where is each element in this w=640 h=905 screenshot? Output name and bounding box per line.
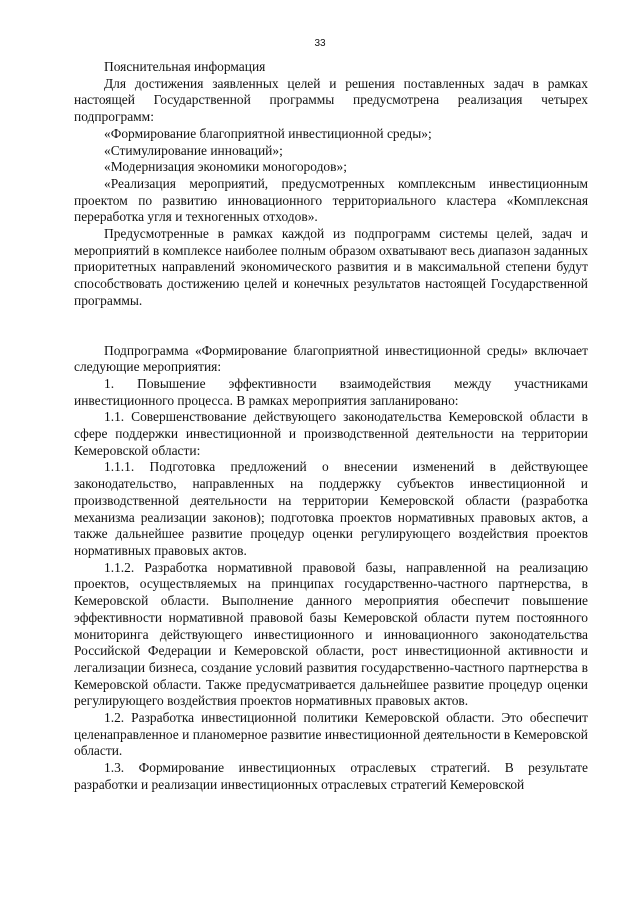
subprogram-list-item: «Модернизация экономики моногородов»;: [104, 159, 347, 175]
subprogram-list-item: «Стимулирование инноваций»;: [104, 142, 283, 158]
subprogram-list-item: «Формирование благоприятной инвестиционной среды»;: [104, 125, 432, 141]
paragraph: Предусмотренные в рамках каждой из подпрограмм системы целей, задач и мероприятий в комплексе наиболее полным образом охватывают весь диапазон заданных приоритетных направлений экономического развития и в максимальной степени будут способствовать достижению целей и конечных результатов настоящей Государственной программы.: [74, 226, 588, 308]
paragraph: Подпрограмма «Формирование благоприятной инвестиционной среды» включает следующие мероприятия:: [74, 342, 588, 375]
document-body: [74, 59, 588, 794]
paragraph: 1.1. Совершенствование действующего законодательства Кемеровской области в сфере поддержки инвестиционной и производственной деятельности на территории Кемеровской области:: [74, 409, 588, 458]
paragraph: 1. Повышение эффективности взаимодействия между участниками инвестиционного процесса. В рамках мероприятия запланировано:: [74, 375, 588, 408]
paragraph: 1.2. Разработка инвестиционной политики Кемеровской области. Это обеспечит целенаправленное и планомерное развитие инвестиционной деятельности в Кемеровской области.: [74, 710, 588, 759]
paragraph-gap: [74, 310, 588, 343]
paragraph: 1.1.2. Разработка нормативной правовой базы, направленной на реализацию проектов, осуществляемых на принципах государственно-частного партнерства, в Кемеровской области. Выполнение данного мероприятия обеспечит повышение эффективности нормативной правовой базы Кемеровской области путем постоянного мониторинга действующего инвестиционного и инновационного законодательства Российской Федерации и Кемеровской области, рост инвестиционной активности и легализации бизнеса, создание условий развития государственно-частного партнерства в Кемеровской области. Также предусматривается дальнейшее развитие процедур оценки регулирующего воздействия проектов нормативных правовых актов.: [74, 559, 588, 709]
paragraph: 1.3. Формирование инвестиционных отраслевых стратегий. В результате разработки и реализации инвестиционных отраслевых стратегий Кемеровской: [74, 760, 588, 792]
paragraph: 1.1.1. Подготовка предложений о внесении изменений в действующее законодательство, направленных на поддержку субъектов инвестиционной и производственной деятельности на территории Кемеровской области (разработка механизма реализации законов); подготовка проектов нормативных правовых актов, а также дальнейшее развитие процедур оценки регулирующего воздействия проектов нормативных правовых актов.: [74, 459, 588, 558]
paragraph: Для достижения заявленных целей и решения поставленных задач в рамках настоящей Государственной программы предусмотрена реализация четырех подпрограмм:: [74, 75, 588, 125]
page-number: 33: [314, 38, 326, 49]
subprogram-list-item: «Реализация мероприятий, предусмотренных комплексным инвестиционным проектом по развитию инновационного территориального кластера «Комплексная переработка угля и техногенных отходов».: [74, 175, 588, 225]
section-heading: Пояснительная информация: [104, 59, 266, 74]
